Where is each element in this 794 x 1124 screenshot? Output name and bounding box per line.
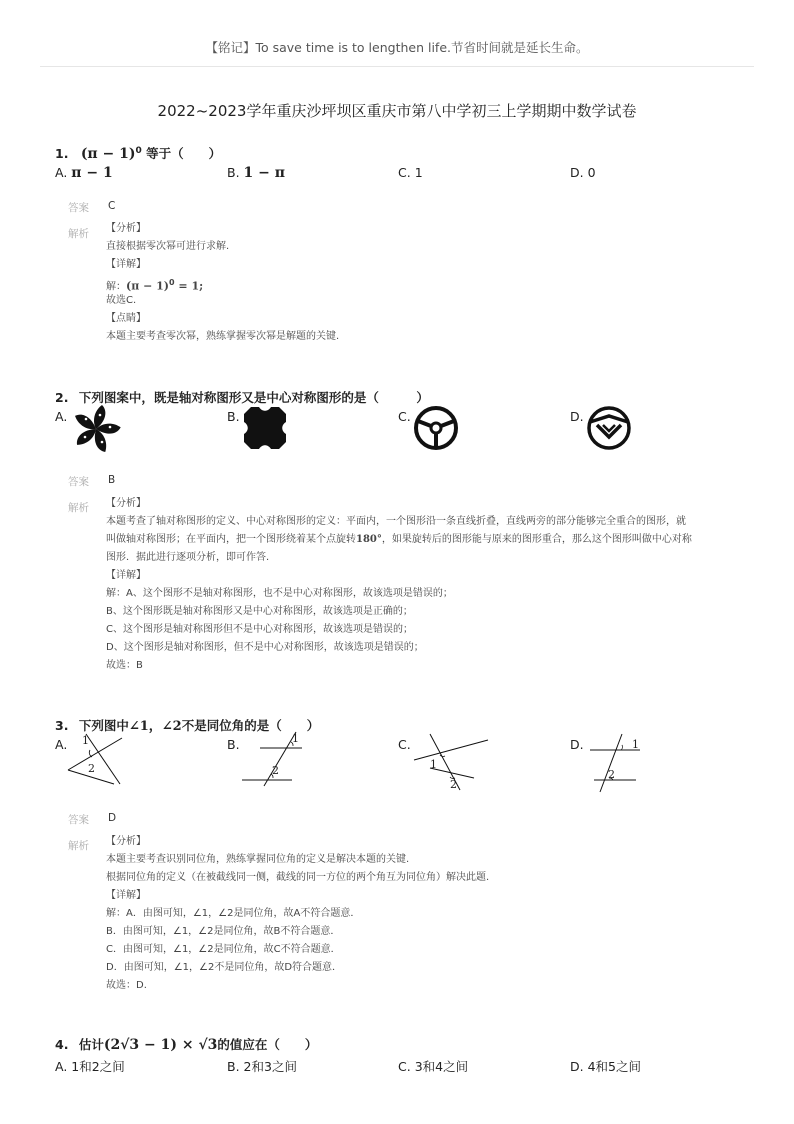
- q2-number: 2.: [55, 390, 69, 405]
- q1-option-a-value: π − 1: [71, 165, 113, 181]
- q1-option-b-key: B.: [227, 165, 240, 180]
- q1-number: 1.: [55, 146, 69, 161]
- q2-analysis-angle: 180°: [356, 534, 382, 545]
- q3-option-d-key[interactable]: D.: [570, 737, 584, 752]
- q3-analysis-line: 故选：D.: [106, 980, 147, 991]
- q2-stem-text: 下列图案中，既是轴对称图形又是中心对称图形的是（ ）: [78, 390, 429, 405]
- q4-option-a-value: 1和2之间: [71, 1059, 125, 1074]
- q4-option-c-key: C.: [398, 1059, 411, 1074]
- q1-analysis-line: 【点睛】: [106, 313, 146, 324]
- q2-analysis-line: 解：A、这个图形不是轴对称图形，也不是中心对称图形，故该选项是错误的；: [106, 588, 453, 599]
- q4-stem-math: (2√3 − 1) × √3: [103, 1037, 218, 1053]
- q4-option-a[interactable]: [55, 1057, 125, 1075]
- q3-analysis-line: 【分析】: [106, 836, 146, 847]
- angle-2-label: 2: [608, 768, 615, 781]
- q2-option-b-key[interactable]: B.: [227, 409, 240, 424]
- angle-2-label: 2: [272, 764, 279, 777]
- q1-option-d[interactable]: [570, 165, 596, 180]
- q2-analysis-text: ，如果旋转后的图形能与原来的图形重合，那么这个图形叫做中心对称: [381, 534, 692, 545]
- q1-option-c-key: C.: [398, 165, 411, 180]
- q2-option-d-key[interactable]: D.: [570, 409, 584, 424]
- q1-answer-label: 答案: [68, 202, 89, 214]
- q1-option-a[interactable]: [55, 165, 113, 181]
- q2-answer-value: B: [108, 474, 116, 486]
- q1-analysis-line: 本题主要考查零次幂，熟练掌握零次幂是解题的关键.: [106, 331, 340, 342]
- q2-option-a-key[interactable]: A.: [55, 409, 68, 424]
- q2-analysis-line: D、这个图形是轴对称图形，但不是中心对称图形，故该选项是错误的；: [106, 642, 424, 653]
- angles-diagram-c[interactable]: [412, 730, 492, 790]
- q2-analysis: [106, 495, 692, 675]
- q2-analysis-line: B、这个图形既是轴对称图形又是中心对称图形，故该选项是正确的；: [106, 606, 413, 617]
- q2-analysis-line: 【分析】: [106, 498, 146, 509]
- q4-stem-suffix: 的值应在（ ）: [217, 1037, 318, 1052]
- q3-option-c-key[interactable]: C.: [398, 737, 411, 752]
- q1-stem-text: 等于（ ）: [146, 146, 222, 161]
- q3-analysis-line: 解：A．由图可知，∠1，∠2是同位角，故A不符合题意．: [106, 908, 361, 919]
- steering-wheel-icon[interactable]: [412, 404, 460, 452]
- q2-analysis-line: [106, 531, 692, 549]
- q1-option-d-key: D.: [570, 165, 584, 180]
- bauhinia-flower-icon[interactable]: [70, 403, 122, 455]
- q4-option-b[interactable]: [227, 1057, 297, 1075]
- q1-stem: [55, 144, 221, 162]
- q4-stem: [55, 1035, 317, 1053]
- q2-analysis-line: C、这个图形是轴对称图形但不是中心对称图形，故该选项是错误的；: [106, 624, 413, 635]
- q1-option-d-value: 0: [587, 165, 596, 180]
- q1-analysis-formula-exponent: 0: [169, 278, 175, 287]
- q3-option-a-key[interactable]: A.: [55, 737, 68, 752]
- angle-1-label: 1: [82, 734, 89, 747]
- q3-answer-value: D: [108, 812, 117, 824]
- page-motto: 【铭记】To save time is to lengthen life.节省时间就是延长生命。: [205, 40, 589, 55]
- q3-analysis-line: 【详解】: [106, 890, 146, 901]
- q1-option-b-value: 1 − π: [243, 165, 286, 181]
- q3-answer-label: 答案: [68, 814, 89, 826]
- angle-2-label: 2: [450, 778, 457, 791]
- q2-analysis-line: 图形．据此进行逐项分析，即可作答.: [106, 552, 270, 563]
- q1-option-c-value: 1: [414, 165, 423, 180]
- angles-diagram-a[interactable]: [68, 732, 128, 788]
- q1-analysis-formula-line: [106, 274, 339, 292]
- q1-stem-exponent: 0: [135, 145, 142, 156]
- q4-option-c-value: 3和4之间: [414, 1059, 469, 1074]
- q4-option-b-value: 2和3之间: [243, 1059, 297, 1074]
- angle-1-label: 1: [292, 732, 299, 745]
- q3-stem-prefix: 下列图中: [78, 718, 129, 733]
- q3-analysis-line: 本题主要考查识别同位角，熟练掌握同位角的定义是解决本题的关键.: [106, 854, 410, 865]
- q1-analysis-line: 【详解】: [106, 259, 146, 270]
- q1-analysis-line: 故选C.: [106, 295, 137, 306]
- angles-diagram-b[interactable]: [242, 730, 306, 786]
- q4-option-d-key: D.: [570, 1059, 584, 1074]
- angle-2-label: 2: [88, 762, 95, 775]
- q1-analysis: [106, 220, 339, 346]
- q3-stem-math: ∠1，∠2: [128, 719, 182, 734]
- q2-option-c-key[interactable]: C.: [398, 409, 411, 424]
- q1-option-a-key: A.: [55, 165, 68, 180]
- q2-analysis-line: 本题考查了轴对称图形的定义、中心对称图形的定义：平面内，一个图形沿一条直线折叠，直线两旁的部分能够完全重合的图形，就: [106, 516, 686, 527]
- q3-analysis-line: B．由图可知，∠1，∠2是同位角，故B不符合题意．: [106, 926, 341, 937]
- q4-option-d-value: 4和5之间: [587, 1059, 641, 1074]
- q4-option-c[interactable]: [398, 1057, 468, 1075]
- q2-analysis-text: 叫做轴对称图形；在平面内，把一个图形绕着某个点旋转: [106, 534, 356, 545]
- q3-analysis-line: 根据同位角的定义（在被截线同一侧，截线的同一方位的两个角互为同位角）解决此题.: [106, 872, 490, 883]
- q1-analysis-formula-prefix: 解：: [106, 281, 126, 293]
- q2-analysis-label: 解析: [68, 502, 89, 514]
- angles-diagram-d[interactable]: [586, 730, 650, 794]
- q4-stem-prefix: 估计: [78, 1037, 104, 1052]
- four-petal-square-icon[interactable]: [242, 405, 288, 451]
- q3-analysis-line: D．由图可知，∠1，∠2不是同位角，故D符合题意．: [106, 962, 343, 973]
- q2-analysis-line: 【详解】: [106, 570, 146, 581]
- angle-1-label: 1: [632, 738, 639, 751]
- q1-analysis-formula-result: = 1;: [174, 279, 204, 293]
- q3-option-b-key[interactable]: B.: [227, 737, 240, 752]
- angle-1-label: 1: [430, 758, 437, 771]
- header-divider: [40, 66, 754, 67]
- exam-title: 2022~2023学年重庆沙坪坝区重庆市第八中学初三上学期期中数学试卷: [157, 102, 637, 120]
- q1-option-c[interactable]: [398, 165, 423, 180]
- q2-answer-label: 答案: [68, 476, 89, 488]
- q3-analysis-label: 解析: [68, 840, 89, 852]
- q1-analysis-line: 直接根据零次幂可进行求解.: [106, 241, 230, 252]
- q4-number: 4.: [55, 1037, 69, 1052]
- q3-analysis-line: C．由图可知，∠1，∠2是同位角，故C不符合题意．: [106, 944, 341, 955]
- q1-answer-value: C: [108, 200, 116, 212]
- q3-analysis: [106, 833, 489, 995]
- q1-analysis-formula: (π − 1): [126, 279, 169, 293]
- q3-number: 3.: [55, 718, 69, 733]
- circle-chevron-emblem-icon[interactable]: [585, 404, 633, 452]
- q2-analysis-line: 故选：B: [106, 660, 143, 671]
- q1-analysis-label: 解析: [68, 228, 89, 240]
- q1-analysis-line: 【分析】: [106, 223, 146, 234]
- q4-option-b-key: B.: [227, 1059, 240, 1074]
- q1-stem-math: (π − 1): [80, 146, 136, 162]
- q4-option-d[interactable]: [570, 1057, 641, 1075]
- q3-stem-suffix: 不是同位角的是（ ）: [181, 718, 320, 733]
- q1-option-b[interactable]: [227, 165, 285, 181]
- q4-option-a-key: A.: [55, 1059, 68, 1074]
